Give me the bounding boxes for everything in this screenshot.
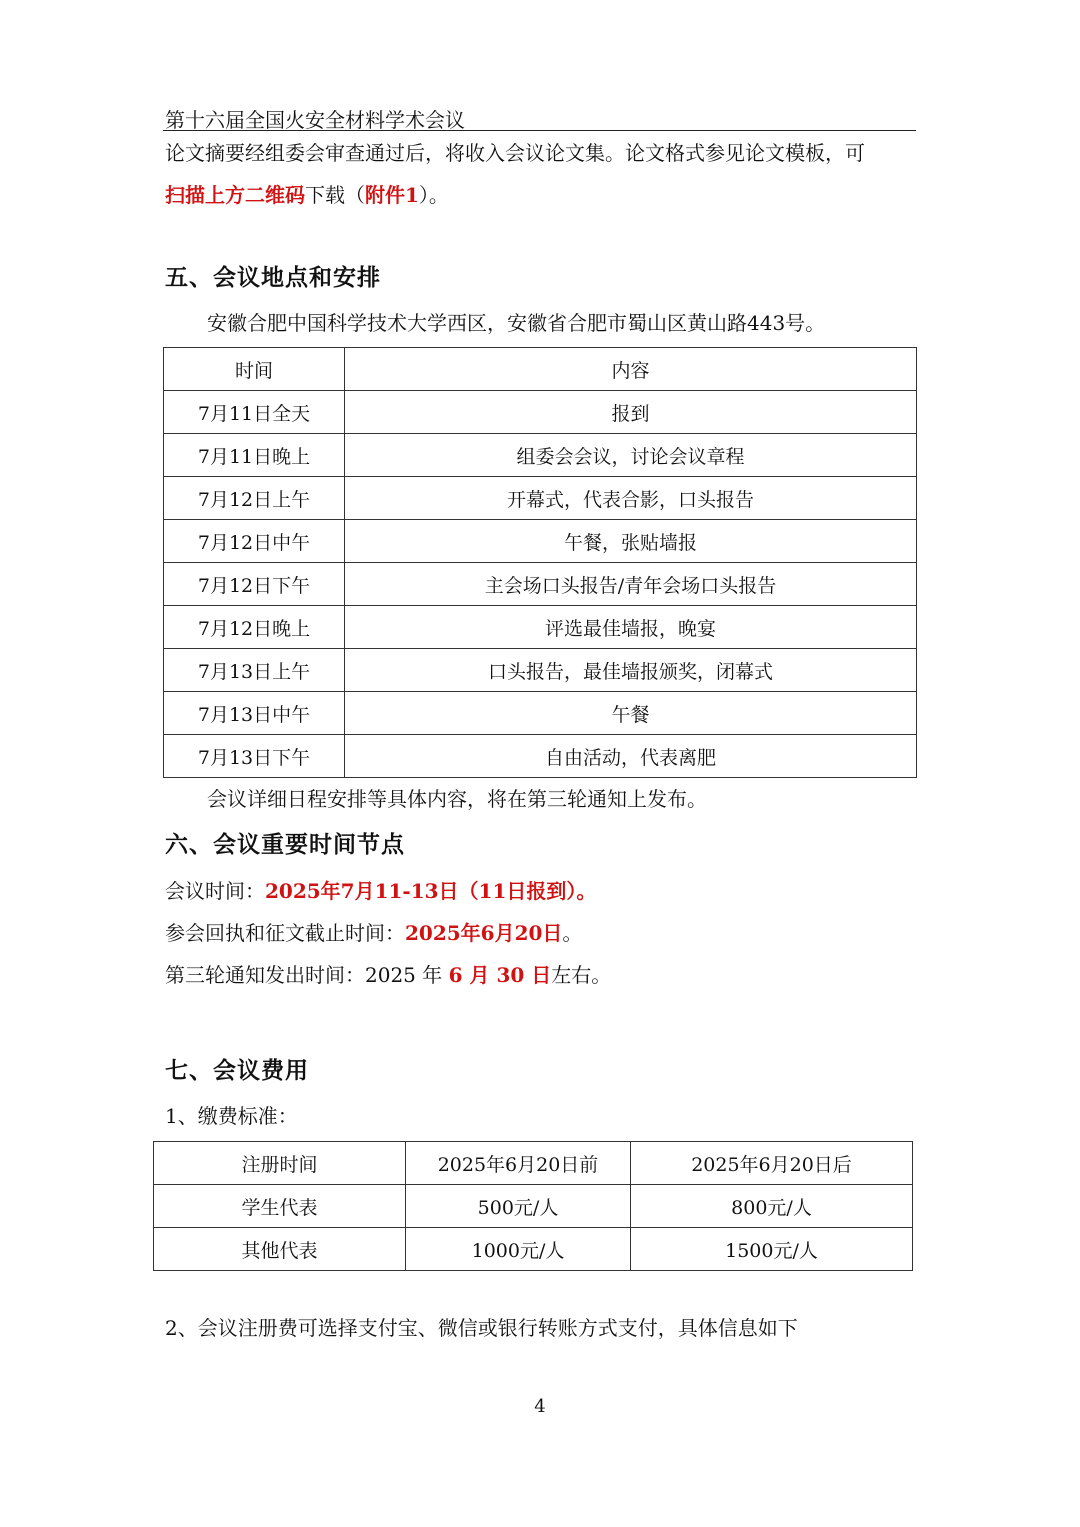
third-notice-label: 第三轮通知发出时间：2025 年 (165, 963, 449, 987)
table-cell: 学生代表 (154, 1185, 406, 1228)
deadline-label: 参会回执和征文截止时间： (165, 921, 405, 945)
fee-row (154, 1228, 913, 1271)
table-cell: 7月11日全天 (164, 391, 345, 434)
header-rule (163, 130, 916, 131)
column-header: 时间 (164, 348, 345, 391)
table-cell: 7月12日晚上 (164, 606, 345, 649)
schedule-row (164, 735, 917, 778)
table-cell: 其他代表 (154, 1228, 406, 1271)
running-header: 第十六届全国火安全材料学术会议 (165, 108, 465, 132)
schedule-table (163, 347, 917, 778)
third-notice-date (165, 959, 611, 988)
section-6-heading: 六、会议重要时间节点 (165, 831, 405, 858)
schedule-row (164, 434, 917, 477)
table-cell: 报到 (345, 391, 917, 434)
fee-row (154, 1185, 913, 1228)
page-number: 4 (534, 1396, 546, 1417)
schedule-note: 会议详细日程安排等具体内容，将在第三轮通知上发布。 (207, 787, 707, 811)
conference-dates (165, 875, 596, 904)
column-header: 2025年6月20日后 (631, 1142, 913, 1185)
payment-methods: 2、会议注册费可选择支付宝、微信或银行转账方式支付，具体信息如下 (165, 1316, 798, 1340)
schedule-row (164, 692, 917, 735)
schedule-row (164, 649, 917, 692)
column-header: 内容 (345, 348, 917, 391)
table-cell: 自由活动，代表离肥 (345, 735, 917, 778)
submission-deadline (165, 917, 582, 946)
qr-instruction: 扫描上方二维码 (165, 183, 305, 207)
table-cell: 主会场口头报告/青年会场口头报告 (345, 563, 917, 606)
table-cell: 组委会会议，讨论会议章程 (345, 434, 917, 477)
section-7-heading: 七、会议费用 (165, 1057, 309, 1084)
deadline-end: 。 (562, 921, 583, 945)
table-cell: 7月12日中午 (164, 520, 345, 563)
table-cell: 800元/人 (631, 1185, 913, 1228)
table-cell: 500元/人 (406, 1185, 631, 1228)
table-cell: 1500元/人 (631, 1228, 913, 1271)
third-notice-value: 6 月 30 日 (448, 963, 552, 987)
third-notice-end: 左右。 (551, 963, 612, 987)
table-cell: 7月13日下午 (164, 735, 345, 778)
table-cell: 午餐，张贴墙报 (345, 520, 917, 563)
deadline-value: 2025年6月20日 (405, 921, 563, 945)
conference-dates-label: 会议时间： (165, 879, 265, 903)
fee-standard-label: 1、缴费标准： (165, 1104, 298, 1128)
table-cell: 7月13日中午 (164, 692, 345, 735)
intro-line-2 (165, 179, 449, 208)
table-cell: 1000元/人 (406, 1228, 631, 1271)
table-cell: 口头报告，最佳墙报颁奖，闭幕式 (345, 649, 917, 692)
fee-table (153, 1141, 913, 1271)
column-header: 2025年6月20日前 (406, 1142, 631, 1185)
table-cell: 7月12日上午 (164, 477, 345, 520)
table-cell: 7月13日上午 (164, 649, 345, 692)
attachment-ref: 附件1 (365, 183, 419, 207)
table-cell: 开幕式，代表合影，口头报告 (345, 477, 917, 520)
conference-dates-value: 2025年7月11-13日（11日报到）。 (265, 879, 597, 903)
table-cell: 评选最佳墙报，晚宴 (345, 606, 917, 649)
intro-line-1: 论文摘要经组委会审查通过后，将收入会议论文集。论文格式参见论文模板，可 (165, 141, 865, 165)
table-cell: 7月12日下午 (164, 563, 345, 606)
venue-text: 安徽合肥中国科学技术大学西区，安徽省合肥市蜀山区黄山路443号。 (207, 311, 826, 335)
intro-text-end: ）。 (418, 183, 449, 207)
table-cell: 午餐 (345, 692, 917, 735)
schedule-row (164, 520, 917, 563)
section-5-heading: 五、会议地点和安排 (165, 264, 381, 291)
schedule-row (164, 477, 917, 520)
intro-text: 下载（ (305, 183, 365, 207)
table-cell: 7月11日晚上 (164, 434, 345, 477)
schedule-row (164, 563, 917, 606)
schedule-row (164, 391, 917, 434)
schedule-row (164, 606, 917, 649)
column-header: 注册时间 (154, 1142, 406, 1185)
